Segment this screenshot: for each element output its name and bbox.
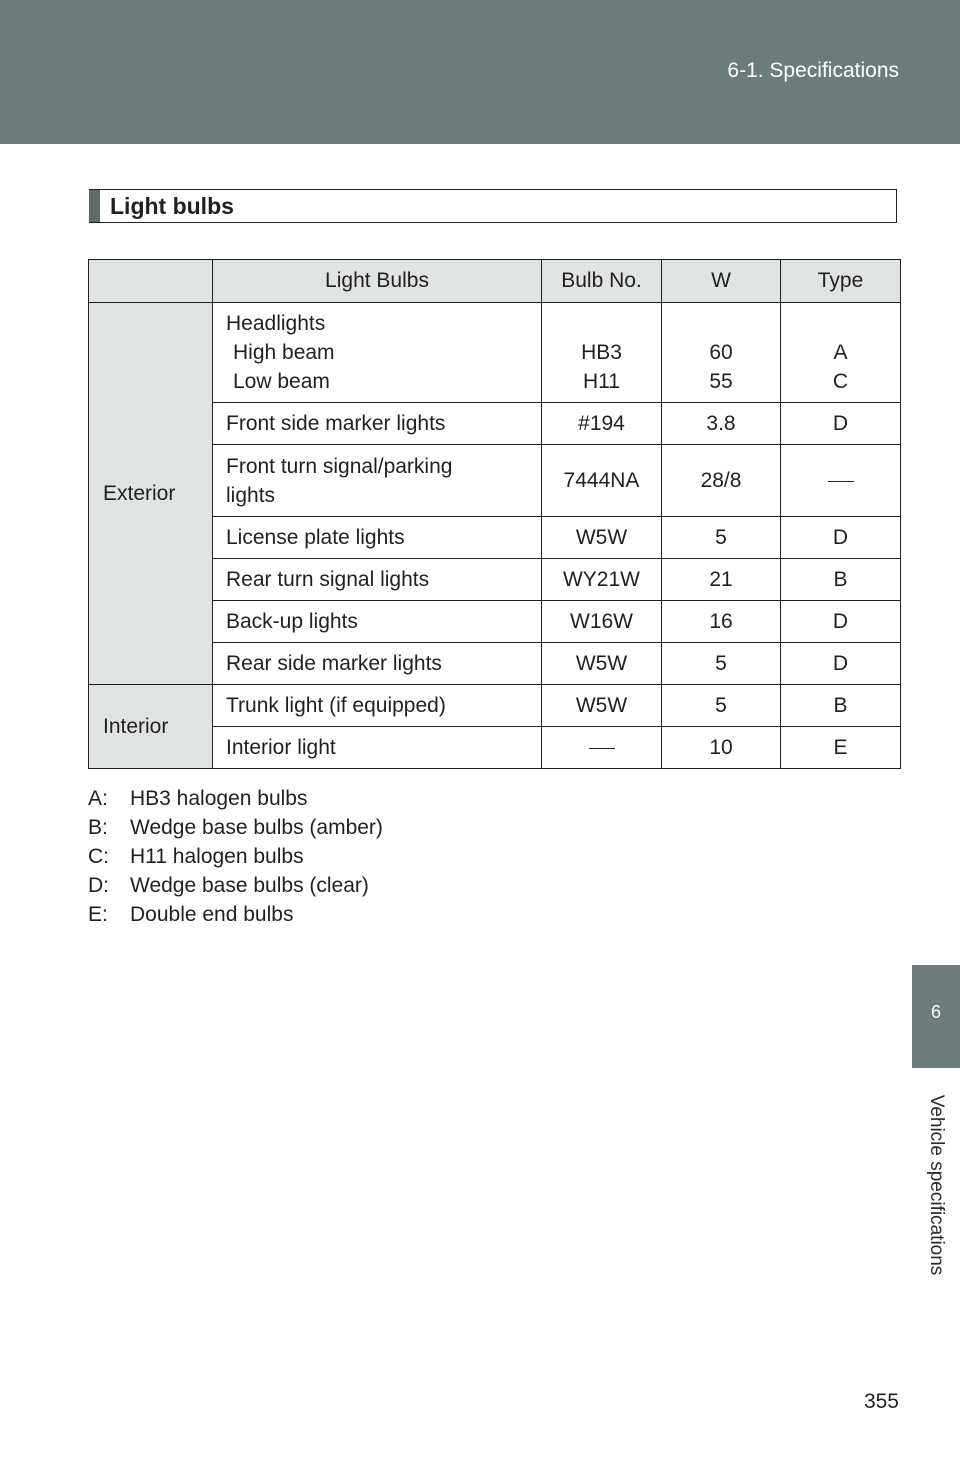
interior-light-type: E bbox=[781, 727, 901, 769]
headlights-bulb-high: HB3 bbox=[581, 341, 622, 364]
headlights-type-high: A bbox=[833, 341, 848, 364]
interior-light-bulb bbox=[542, 727, 662, 769]
front-turn-type bbox=[781, 445, 901, 517]
legend-key: A: bbox=[88, 787, 108, 810]
license-type: D bbox=[781, 517, 901, 559]
front-side-marker-w: 3.8 bbox=[662, 403, 781, 445]
section-heading bbox=[89, 189, 897, 223]
interior-light-w: 10 bbox=[662, 727, 781, 769]
table-header-row bbox=[89, 260, 901, 303]
header-band bbox=[0, 0, 960, 144]
header-cell-w: W bbox=[662, 260, 781, 303]
chapter-number: 6 bbox=[930, 1002, 941, 1022]
legend-text: H11 halogen bulbs bbox=[130, 845, 304, 868]
row-name-front-turn bbox=[213, 445, 542, 517]
page-number: 355 bbox=[863, 1390, 899, 1413]
headlights-type-low: C bbox=[832, 370, 849, 393]
front-turn-bulb: 7444NA bbox=[542, 445, 662, 517]
chapter-label: Vehicle specifications bbox=[926, 1094, 947, 1276]
headlights-bulb-low: H11 bbox=[583, 370, 620, 393]
headlights-bulb-cell bbox=[542, 303, 662, 403]
headlights-type-cell bbox=[781, 303, 901, 403]
legend-key: B: bbox=[88, 816, 108, 839]
headlights-high-beam-label: High beam bbox=[233, 341, 335, 364]
list-item bbox=[88, 813, 383, 842]
row-name-rear-side-marker: Rear side marker lights bbox=[213, 643, 542, 685]
trunk-type: B bbox=[781, 685, 901, 727]
list-item bbox=[88, 784, 383, 813]
legend-key: C: bbox=[88, 845, 109, 868]
legend-key: D: bbox=[88, 874, 109, 897]
list-item bbox=[88, 871, 383, 900]
legend-text: Wedge base bulbs (amber) bbox=[130, 816, 383, 839]
trunk-w: 5 bbox=[662, 685, 781, 727]
table-row bbox=[89, 685, 901, 727]
backup-w: 16 bbox=[662, 601, 781, 643]
backup-bulb: W16W bbox=[542, 601, 662, 643]
front-turn-label-line2: lights bbox=[226, 483, 276, 507]
row-name-rear-turn: Rear turn signal lights bbox=[213, 559, 542, 601]
headlights-w-low: 55 bbox=[709, 370, 733, 393]
header-cell-category bbox=[89, 260, 213, 303]
row-name-license: License plate lights bbox=[213, 517, 542, 559]
headlights-label: Headlights bbox=[226, 312, 326, 335]
rear-side-marker-w: 5 bbox=[662, 643, 781, 685]
row-name-backup: Back-up lights bbox=[213, 601, 542, 643]
group-exterior: Exterior bbox=[89, 303, 213, 685]
backup-type: D bbox=[781, 601, 901, 643]
section-heading-text: Light bulbs bbox=[110, 193, 234, 219]
rear-side-marker-type: D bbox=[781, 643, 901, 685]
list-item bbox=[88, 900, 383, 929]
row-name-trunk: Trunk light (if equipped) bbox=[213, 685, 542, 727]
license-w: 5 bbox=[662, 517, 781, 559]
header-cell-light-bulbs: Light Bulbs bbox=[213, 260, 542, 303]
rear-turn-type: B bbox=[781, 559, 901, 601]
front-side-marker-type: D bbox=[781, 403, 901, 445]
rear-turn-bulb: WY21W bbox=[542, 559, 662, 601]
headlights-low-beam-label: Low beam bbox=[233, 370, 330, 393]
rear-side-marker-bulb: W5W bbox=[542, 643, 662, 685]
row-name-front-side-marker: Front side marker lights bbox=[213, 403, 542, 445]
front-turn-type-dash bbox=[828, 481, 854, 482]
front-turn-label-line1: Front turn signal/parking bbox=[226, 454, 453, 478]
legend-text: Double end bulbs bbox=[130, 903, 294, 926]
rear-turn-w: 21 bbox=[662, 559, 781, 601]
table-row bbox=[89, 303, 901, 403]
running-head: 6-1. Specifications bbox=[727, 59, 899, 82]
light-bulbs-table bbox=[88, 259, 901, 769]
interior-light-bulb-dash bbox=[589, 748, 615, 749]
legend-text: HB3 halogen bulbs bbox=[130, 787, 308, 810]
bulb-type-legend bbox=[88, 784, 383, 929]
legend-text: Wedge base bulbs (clear) bbox=[130, 874, 369, 897]
headlights-w-cell bbox=[662, 303, 781, 403]
front-side-marker-bulb: #194 bbox=[542, 403, 662, 445]
group-interior: Interior bbox=[89, 685, 213, 769]
row-name-headlights bbox=[213, 303, 542, 403]
section-heading-bar bbox=[89, 190, 100, 222]
trunk-bulb: W5W bbox=[542, 685, 662, 727]
row-name-interior-light: Interior light bbox=[213, 727, 542, 769]
license-bulb: W5W bbox=[542, 517, 662, 559]
header-cell-type: Type bbox=[781, 260, 901, 303]
header-cell-bulb-no: Bulb No. bbox=[542, 260, 662, 303]
list-item bbox=[88, 842, 383, 871]
chapter-tab bbox=[912, 965, 960, 1068]
front-turn-w: 28/8 bbox=[662, 445, 781, 517]
headlights-w-high: 60 bbox=[709, 341, 733, 364]
legend-key: E: bbox=[88, 903, 108, 926]
